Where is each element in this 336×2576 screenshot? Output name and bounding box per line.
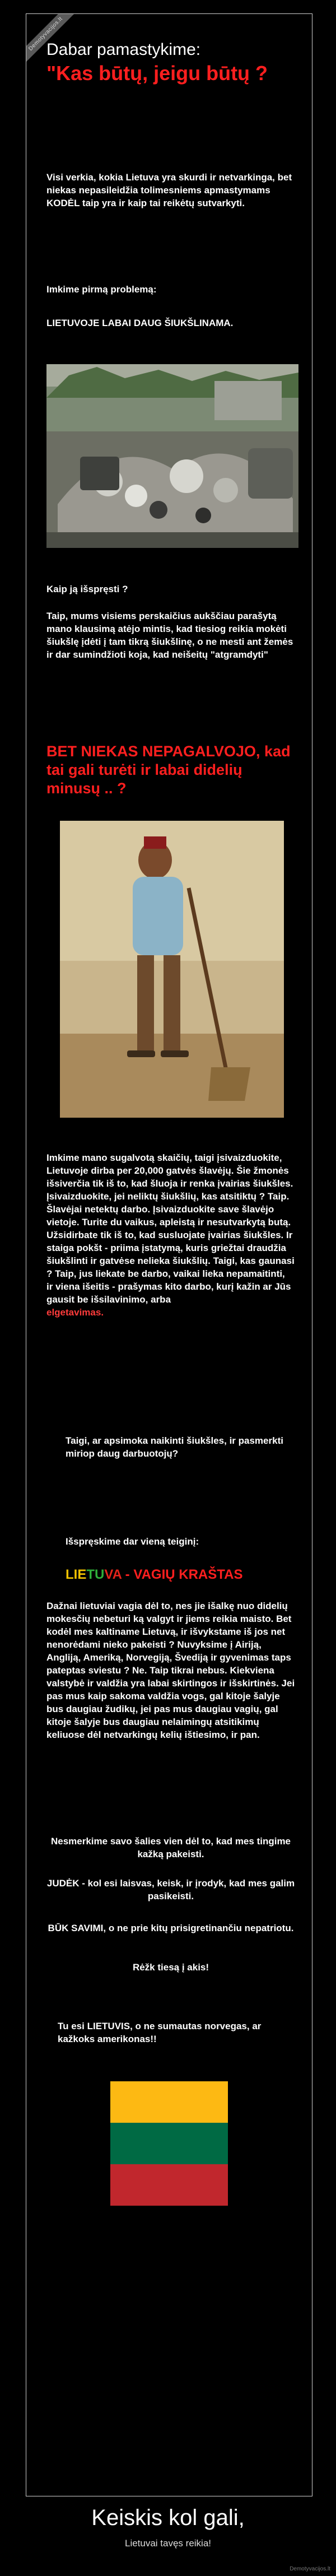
paragraph-be-yourself: BŪK SAVIMI, o ne prie kitų prisigretinančiu nepatriotu. bbox=[48, 1923, 294, 1933]
paragraph-answer: Taip, mums visiems perskaičius aukščiau parašytą mano klausimą atėjo mintis, kad tiesiog reikia mokėti šiukšlę įdėti į tam tikrą šiukšlinę, o ne mesti ant žemės ir dar sumindžioti koja, kad neišeitų "atgramdyti" bbox=[46, 611, 293, 660]
lithuanian-flag bbox=[110, 2081, 228, 2206]
paragraph-problem-label: Imkime pirmą problemą: bbox=[46, 284, 157, 295]
footer-subtitle: Lietuvai tavęs reikia! bbox=[124, 2538, 212, 2549]
footer-credit: Demotyvacijos.lt bbox=[290, 2566, 330, 2572]
paragraph-sweepers bbox=[46, 1151, 295, 1319]
heading-red-part: VA bbox=[104, 1567, 122, 1582]
poster-frame bbox=[26, 13, 312, 2496]
paragraph-you-are-lithuanian: Tu esi LIETUVIS, o ne sumautas norvegas, ar kažkoks amerikonas!! bbox=[58, 2021, 262, 2044]
begging-word: elgetavimas. bbox=[46, 1307, 104, 1318]
lithuania-heading bbox=[66, 1567, 295, 1583]
sweepers-text-2: ir viena išeitis - prašymas kito darbo, kurį kažin ar Jūs gausit be išsilavinimo, arba bbox=[46, 1281, 291, 1305]
flag-stripe-yellow bbox=[110, 2081, 228, 2123]
paragraph-dont-blame: Nesmerkime savo šalies vien dėl to, kad mes tingime kažką pakeisti. bbox=[50, 1836, 291, 1859]
paragraph-problem: LIETUVOJE LABAI DAUG ŠIUKŠLINAMA. bbox=[46, 318, 234, 328]
watermark-ribbon: Demotyvacijos.lt bbox=[26, 13, 80, 68]
quote-heading: "Kas būtų, jeigu būtų ? bbox=[46, 62, 268, 85]
heading-rest: - VAGIŲ KRAŠTAS bbox=[122, 1567, 243, 1582]
red-warning: BET NIEKAS NEPAGALVOJO, kad tai gali turėti ir labai didelių minusų .. ? bbox=[46, 743, 291, 797]
paragraph-move: JUDĖK - kol esi laisvas, keisk, ir įrodyk, kad mes galim pasikeisti. bbox=[46, 1878, 295, 1901]
garbage-photo bbox=[46, 364, 298, 548]
paragraph-conclusion: Taigi, ar apsimoka naikinti šiukšles, ir pasmerkti miriop daug darbuotojų? bbox=[66, 1435, 283, 1459]
flag-stripe-red bbox=[110, 2164, 228, 2206]
paragraph-truth: Rėžk tiesą į akis! bbox=[132, 1962, 209, 1973]
footer-title: Keiskis kol gali, bbox=[91, 2505, 245, 2530]
paragraph-intro: Visi verkia, kokia Lietuva yra skurdi ir netvarkinga, bet niekas nepasileidžia tolimesniems apmastymams KODĖL taip yra ir kaip tai reikėtų sutvarkyti. bbox=[46, 172, 292, 208]
sweeper-photo bbox=[60, 821, 284, 1118]
flag-stripe-green bbox=[110, 2123, 228, 2164]
sweepers-text: Imkime mano sugalvotą skaičių, taigi įsivaizduokite, Lietuvoje dirba per 20,000 gatvės šlavėjų. Šie žmonės išsiverčia tik iš to, kad šluoja ir renka įvairias šiukšles. Įsivaizduokite, jei neliktų šiukšlių, kas atsitiktų ? Taip. Šlavėjai netektų darbo. Įsivaizduokite save šlavėjo vietoje. Turite du vaikus, apleistą ir nesutvarkytą butą. Užsidirbate tik iš to, kad susluojate įvairias šiukšles. Ir staiga pokšt - priima įstatymą, kuris griežtai draudžia šiukšlinti ir gatvėse nelieka šiukšlių. Taigi, kas gaunasi ? Taip, jus liekate be darbo, vaikai lieka nepamaitinti, bbox=[46, 1152, 295, 1279]
heading-yellow-part: LIE bbox=[66, 1567, 87, 1582]
paragraph-thieves: Dažnai lietuviai vagia dėl to, nes jie išalkę nuo didelių mokesčių nebeturi ką valgyt ir jiems reikia maisto. Bet kodėl mes kaltiname Lietuvą, ir išvykstame iš jos net nenorėdami nieko pakeisti ? Nuvyksime į Airiją, Angliją, Ameriką, Norvegiją, Švediją ir gyvenimas taps pateptas sviestu ? Ne. Taip tikrai nebus. Kiekviena valstybė ir valdžia yra labai skirtingos ir išskirtinės. Jei pas mus kaip sakoma valdžia vogs, gal kitoje šalyje bus daugiau žudikų, jei pas mus daugiau vagių, gal kitoje šalyje bus daugiau nelaimingų atsitikimų keliuose dėl netvarkingų kelių ištiesimo, ir pan. bbox=[46, 1601, 295, 1740]
heading-green-part: TU bbox=[86, 1567, 105, 1582]
paragraph-next-topic: Išspręskime dar vieną teiginį: bbox=[66, 1536, 199, 1547]
intro-heading: Dabar pamastykime: bbox=[46, 40, 201, 59]
paragraph-question: Kaip ją išspręsti ? bbox=[46, 584, 128, 594]
